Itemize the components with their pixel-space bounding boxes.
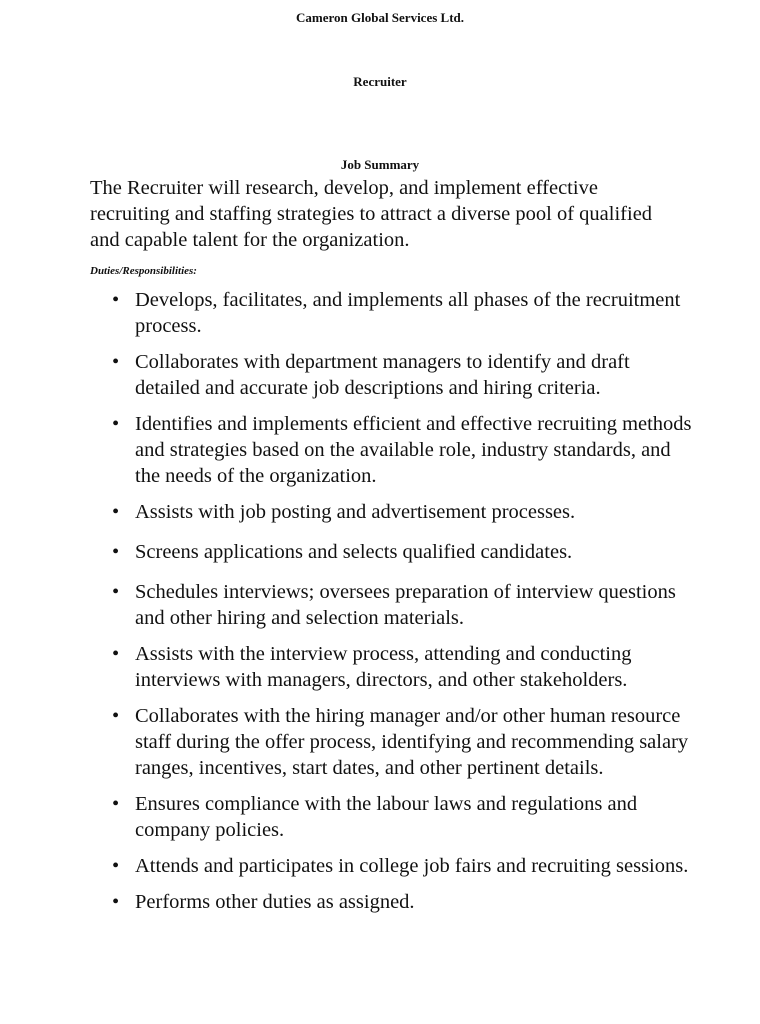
duties-heading: Duties/Responsibilities: [90, 265, 197, 277]
duty-text: Performs other duties as assigned. [135, 891, 415, 913]
company-name: Cameron Global Services Ltd. [295, 10, 465, 25]
job-title: Recruiter [353, 74, 407, 89]
duty-text: Attends and participates in college job fairs and recruiting sessions. [135, 855, 689, 877]
duties-list [112, 287, 692, 915]
duty-item [112, 579, 692, 631]
duty-text: Collaborates with department managers to identify and draft detailed and accurate job descriptions and hiring criteria. [135, 351, 630, 399]
duty-item [112, 499, 692, 525]
bullet-icon: • [112, 643, 120, 665]
duty-text: Assists with job posting and advertisement processes. [135, 501, 576, 523]
duty-item [112, 539, 692, 565]
job-summary-text: The Recruiter will research, develop, and implement effective recruiting and staffing strategies to attract a diverse pool of qualified and capable talent for the organization. [90, 177, 653, 251]
duty-text: Develops, facilitates, and implements all phases of the recruitment process. [135, 289, 681, 337]
duty-text: Screens applications and selects qualified candidates. [135, 541, 573, 563]
duty-item [112, 703, 692, 781]
duty-text: Schedules interviews; oversees preparation of interview questions and other hiring and selection materials. [135, 581, 676, 629]
bullet-icon: • [112, 581, 120, 603]
bullet-icon: • [112, 289, 120, 311]
bullet-icon: • [112, 793, 120, 815]
duty-text: Identifies and implements efficient and effective recruiting methods and strategies based on the available role, industry standards, and the needs of the organization. [135, 413, 692, 487]
bullet-icon: • [112, 413, 120, 435]
job-summary-heading: Job Summary [340, 157, 420, 172]
duty-item [112, 349, 692, 401]
bullet-icon: • [112, 541, 120, 563]
bullet-icon: • [112, 855, 120, 877]
duty-item [112, 641, 692, 693]
duty-item [112, 889, 692, 915]
duty-item [112, 287, 692, 339]
bullet-icon: • [112, 501, 120, 523]
bullet-icon: • [112, 351, 120, 373]
bullet-icon: • [112, 891, 120, 913]
duty-text: Assists with the interview process, attending and conducting interviews with managers, directors, and other stakeholders. [135, 643, 632, 691]
duty-item [112, 853, 692, 879]
duty-item [112, 411, 692, 489]
bullet-icon: • [112, 705, 120, 727]
duty-text: Ensures compliance with the labour laws and regulations and company policies. [135, 793, 638, 841]
duty-item [112, 791, 692, 843]
duty-text: Collaborates with the hiring manager and/or other human resource staff during the offer process, identifying and recommending salary ranges, incentives, start dates, and other pertinent details. [135, 705, 689, 779]
